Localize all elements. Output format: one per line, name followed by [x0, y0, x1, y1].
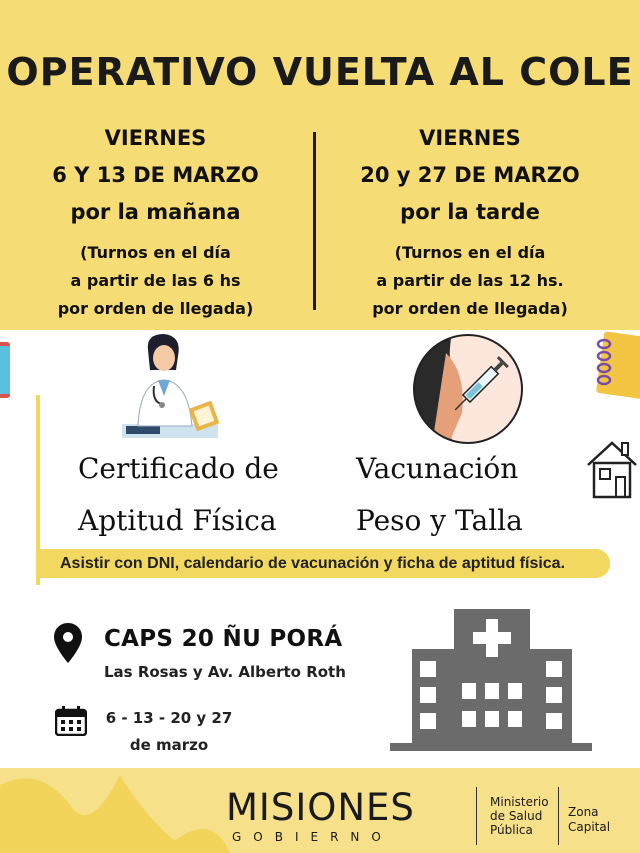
brand-logo-text: MISIONES: [226, 786, 415, 829]
notebook-decoration-icon: [592, 330, 640, 400]
schedule-right-time: por la tarde: [400, 200, 540, 224]
schedule-left-note-line1: (Turnos en el día: [80, 243, 231, 262]
location-pin-icon: [54, 623, 82, 663]
footer-divider-2: [558, 787, 559, 845]
page-title: OPERATIVO VUELTA AL COLE: [6, 50, 634, 94]
schedule-right-note-line2: a partir de las 12 hs.: [376, 271, 564, 290]
schedule-left-note-line3: por orden de llegada): [57, 299, 254, 318]
schedule-left-day: VIERNES: [104, 126, 207, 150]
schedule-right-note: [330, 239, 610, 323]
footer-divider: [476, 787, 477, 845]
schedule-left-time: por la mañana: [70, 200, 241, 224]
service-certificate-line2: Aptitud Física: [78, 504, 277, 537]
schedule-left: [18, 120, 293, 323]
calendar-icon: [55, 706, 87, 736]
service-vaccination-line2: Peso y Talla: [356, 504, 523, 537]
book-decoration-icon: [0, 338, 16, 402]
schedule-right-note-line1: (Turnos en el día: [394, 243, 546, 262]
event-dates: [104, 705, 234, 759]
service-certificate: [78, 443, 338, 547]
zone-line1: Zona: [568, 805, 599, 819]
zone-line2: Capital: [568, 820, 611, 834]
service-vaccination-line1: Vacunación: [356, 452, 519, 485]
schedule-left-dates: 6 Y 13 DE MARZO: [52, 163, 259, 187]
ministry-label: [490, 795, 549, 837]
requirements-notice: Asistir con DNI, calendario de vacunación y ficha de aptitud física.: [38, 549, 610, 578]
ministry-line3: Pública: [490, 823, 533, 837]
schedule-right-note-line3: por orden de llegada): [372, 299, 568, 318]
zone-label: [568, 805, 610, 835]
schedule-left-note: [18, 239, 293, 323]
house-icon: [582, 435, 640, 501]
service-certificate-line1: Certificado de: [78, 452, 279, 485]
schedule-right-dates: 20 y 27 DE MARZO: [360, 163, 580, 187]
brand-logo-subtext: GOBIERNO: [232, 830, 393, 844]
event-dates-line2: de marzo: [129, 736, 209, 754]
ministry-line2: de Salud: [490, 809, 543, 823]
schedule-left-note-line2: a partir de las 6 hs: [70, 271, 241, 290]
ministry-line1: Ministerio: [490, 795, 549, 809]
location-address: Las Rosas y Av. Alberto Roth: [104, 663, 346, 681]
hospital-icon: [390, 605, 592, 755]
doctor-illustration: [118, 330, 222, 442]
service-vaccination: [356, 443, 576, 547]
event-dates-line1: 6 - 13 - 20 y 27: [105, 709, 233, 727]
schedule-right-day: VIERNES: [419, 126, 521, 150]
location-name: CAPS 20 ÑU PORÁ: [104, 626, 343, 652]
vaccine-icon: [412, 333, 524, 445]
schedule-right: [330, 120, 610, 323]
schedule-divider: [313, 132, 316, 310]
